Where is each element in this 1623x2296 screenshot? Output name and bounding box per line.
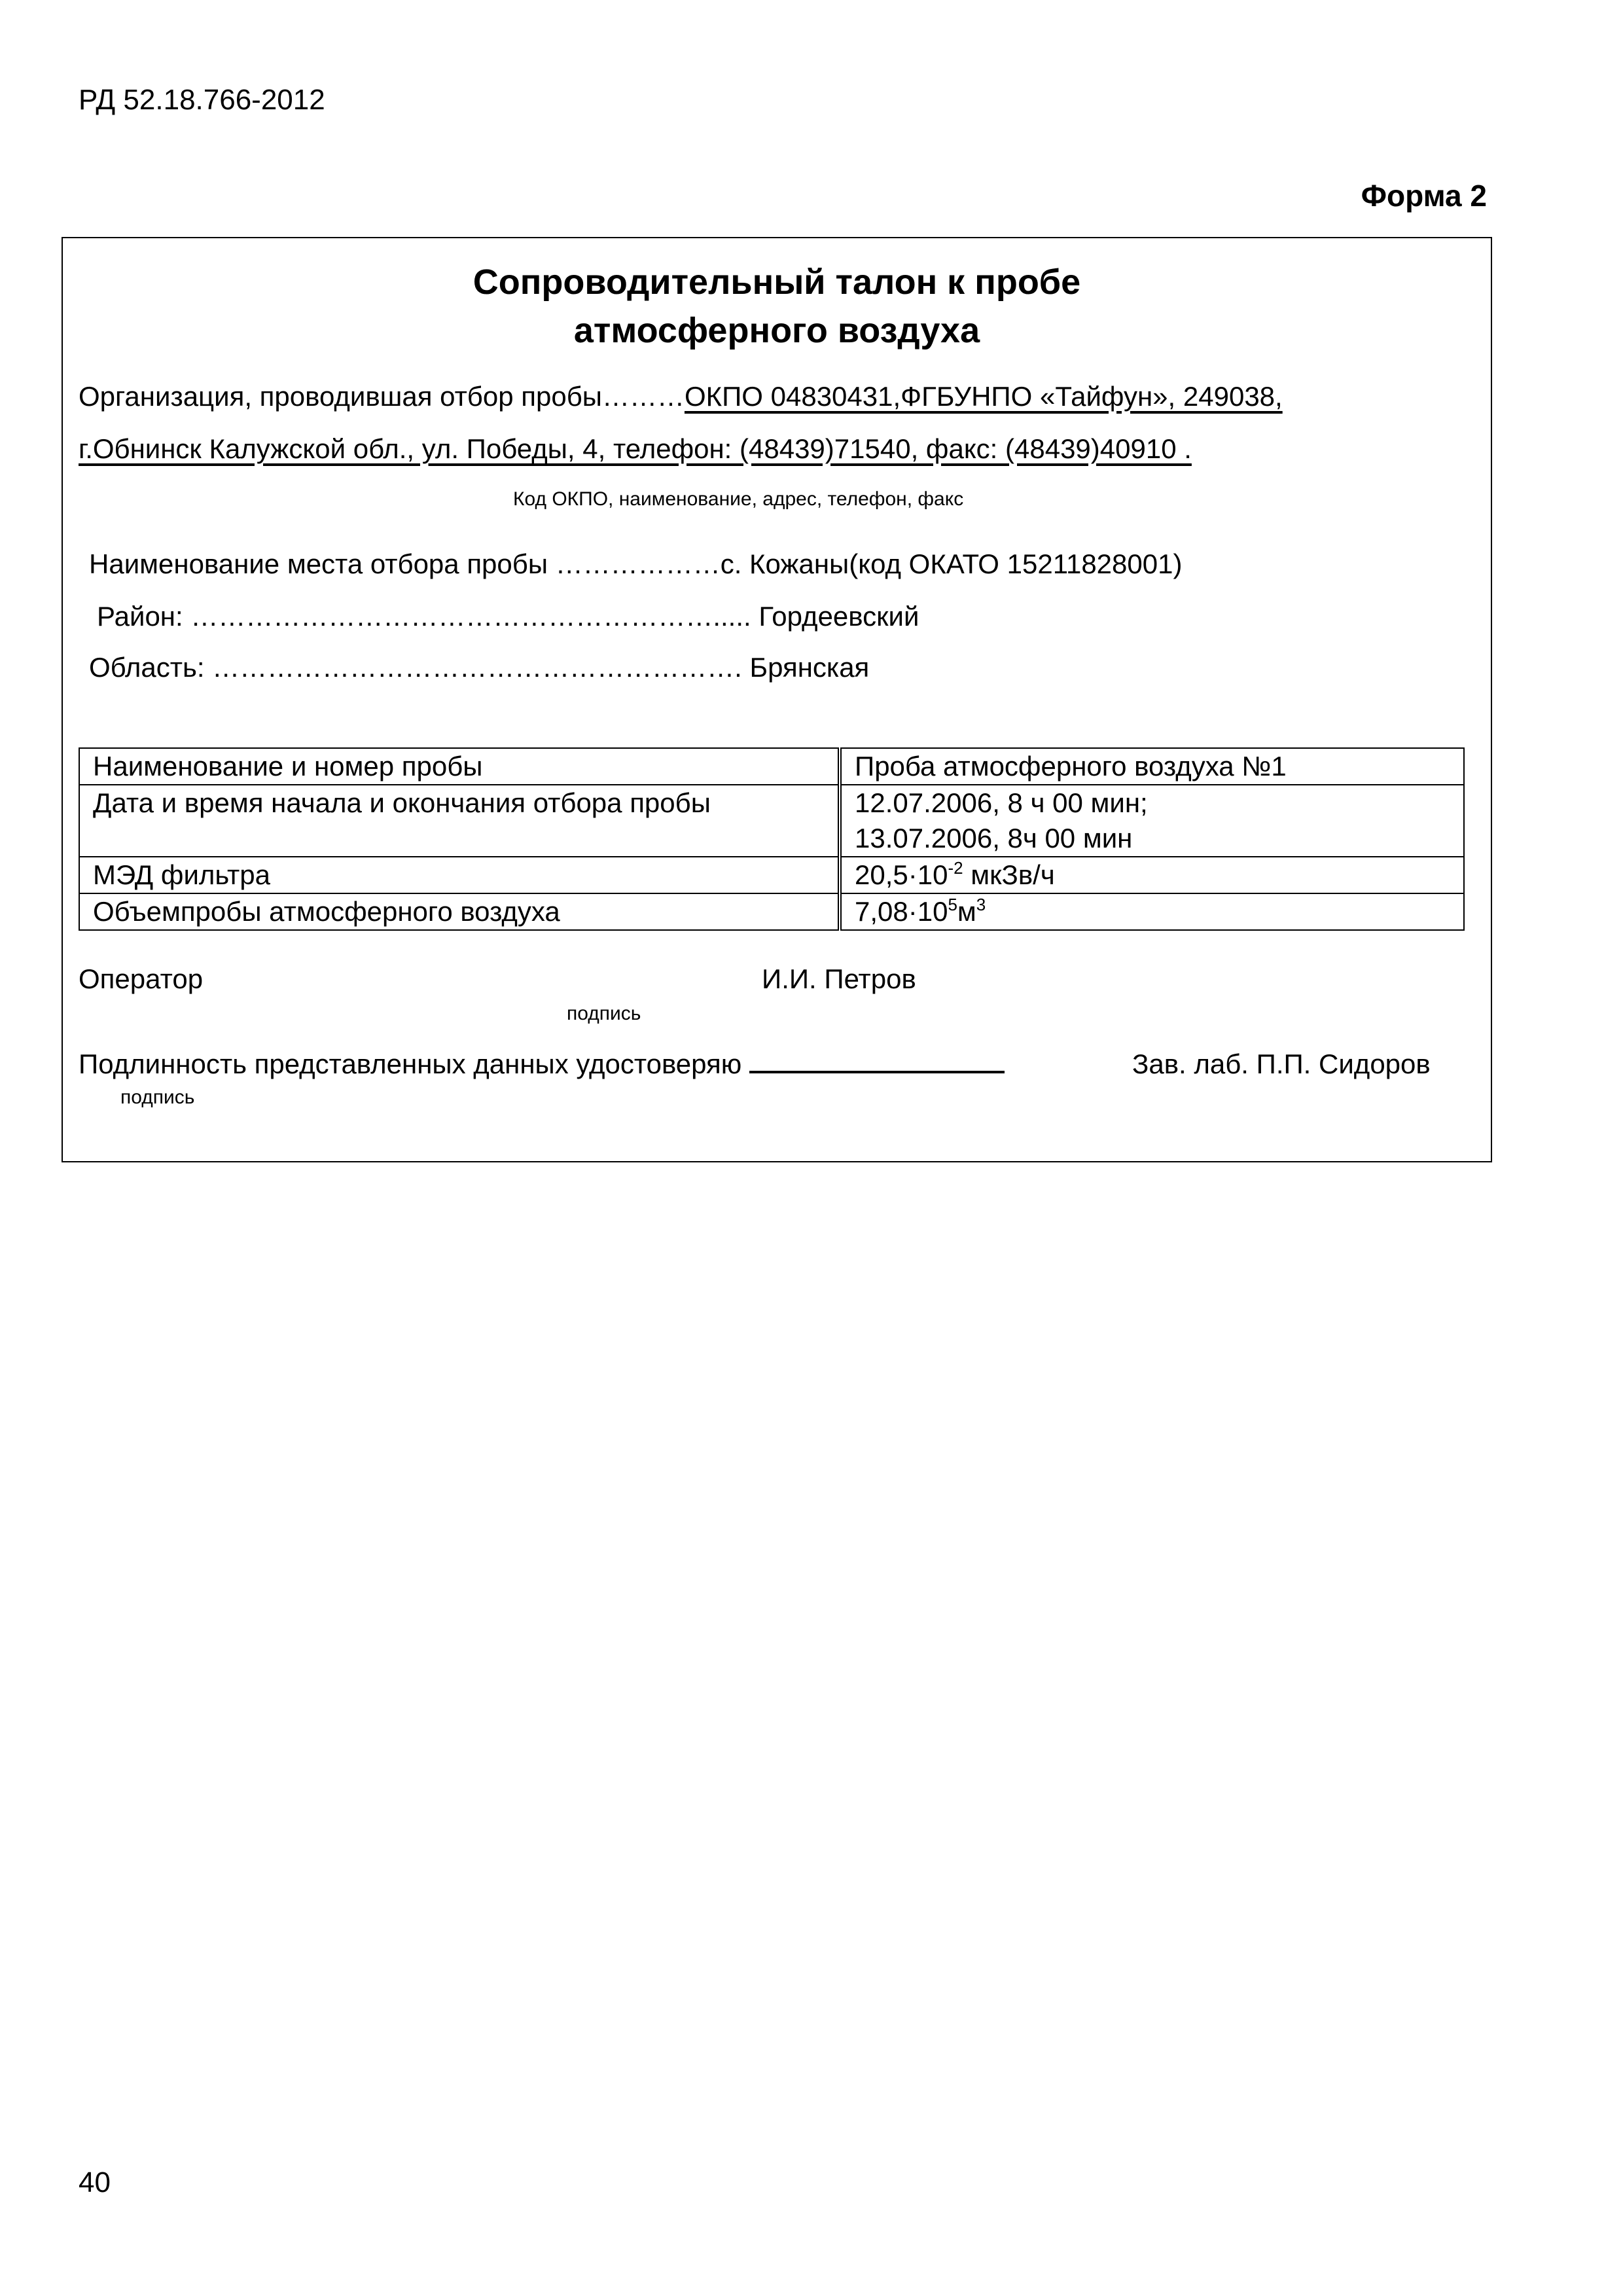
table-row bbox=[79, 785, 1464, 857]
page-number: 40 bbox=[79, 2166, 111, 2198]
form-title-line-2: атмосферного воздуха bbox=[573, 311, 980, 350]
table-cell-label: Наименование и номер пробы bbox=[79, 748, 840, 785]
table-cell-value bbox=[840, 893, 1464, 930]
district-value: Гордеевский bbox=[758, 601, 919, 632]
place-dots: ……………… bbox=[555, 548, 721, 579]
place-label: Наименование места отбора пробы bbox=[89, 548, 548, 579]
district-line bbox=[97, 601, 919, 632]
table-row bbox=[79, 857, 1464, 893]
volume-unit-exponent: 3 bbox=[976, 895, 986, 914]
district-label: Район: bbox=[97, 601, 183, 632]
table-cell-label: Дата и время начала и окончания отбора пробы bbox=[79, 785, 840, 857]
place-line bbox=[89, 548, 1182, 580]
volume-exponent: 5 bbox=[948, 895, 957, 914]
place-value: с. Кожаны(код ОКАТО 15211828001) bbox=[720, 548, 1183, 579]
region-dots: …………………………………………………. bbox=[212, 652, 742, 683]
form-title-line-1: Сопроводительный талон к пробе bbox=[473, 262, 1081, 302]
volume-base: 7,08·10 bbox=[855, 896, 948, 927]
table-cell-value: Проба атмосферного воздуха №1 bbox=[840, 748, 1464, 785]
dose-rate-unit: мкЗв/ч bbox=[963, 859, 1055, 890]
attestation-signature-caption: подпись bbox=[120, 1086, 195, 1108]
sampling-end: 13.07.2006, 8ч 00 мин bbox=[855, 823, 1133, 853]
dose-rate-exponent: -2 bbox=[948, 858, 963, 878]
operator-name: И.И. Петров bbox=[762, 963, 916, 994]
table-cell-label: МЭД фильтра bbox=[79, 857, 840, 893]
region-label: Область: bbox=[89, 652, 205, 683]
region-value: Брянская bbox=[749, 652, 870, 683]
table-cell-value bbox=[840, 857, 1464, 893]
attestation-line bbox=[79, 1049, 1005, 1080]
sample-table bbox=[79, 747, 1465, 931]
organization-dots: ……… bbox=[601, 381, 685, 412]
organization-value-2: г.Обнинск Калужской обл., ул. Победы, 4, телефон: (48439)71540, факс: (48439)40910 . bbox=[79, 433, 1192, 464]
operator-label: Оператор bbox=[79, 963, 204, 994]
region-line bbox=[89, 652, 869, 683]
operator-signature-caption: подпись bbox=[567, 1003, 641, 1024]
organization-caption: Код ОКПО, наименование, адрес, телефон, факс bbox=[513, 488, 964, 510]
document-id: РД 52.18.766-2012 bbox=[79, 84, 325, 116]
volume-unit: м bbox=[957, 896, 976, 927]
form-frame bbox=[62, 237, 1492, 1162]
organization-line-1 bbox=[79, 381, 1283, 412]
dose-rate-base: 20,5·10 bbox=[855, 859, 948, 890]
table-row bbox=[79, 893, 1464, 930]
signature-line bbox=[749, 1049, 1005, 1073]
table-row bbox=[79, 748, 1464, 785]
organization-line-2 bbox=[79, 433, 1192, 465]
table-cell-label: Объемпробы атмосферного воздуха bbox=[79, 893, 840, 930]
district-dots: …………………………………………………..... bbox=[190, 601, 751, 632]
attestation-name: Зав. лаб. П.П. Сидоров bbox=[1132, 1049, 1431, 1079]
attestation-label: Подлинность представленных данных удостоверяю bbox=[79, 1049, 742, 1079]
sampling-start: 12.07.2006, 8 ч 00 мин; bbox=[855, 787, 1148, 818]
form-title bbox=[63, 258, 1491, 355]
form-number: Форма 2 bbox=[1361, 179, 1487, 213]
table-cell-value bbox=[840, 785, 1464, 857]
organization-value-1: ОКПО 04830431,ФГБУНПО «Тайфун», 249038, bbox=[684, 381, 1283, 412]
organization-label: Организация, проводившая отбор пробы bbox=[79, 381, 602, 412]
